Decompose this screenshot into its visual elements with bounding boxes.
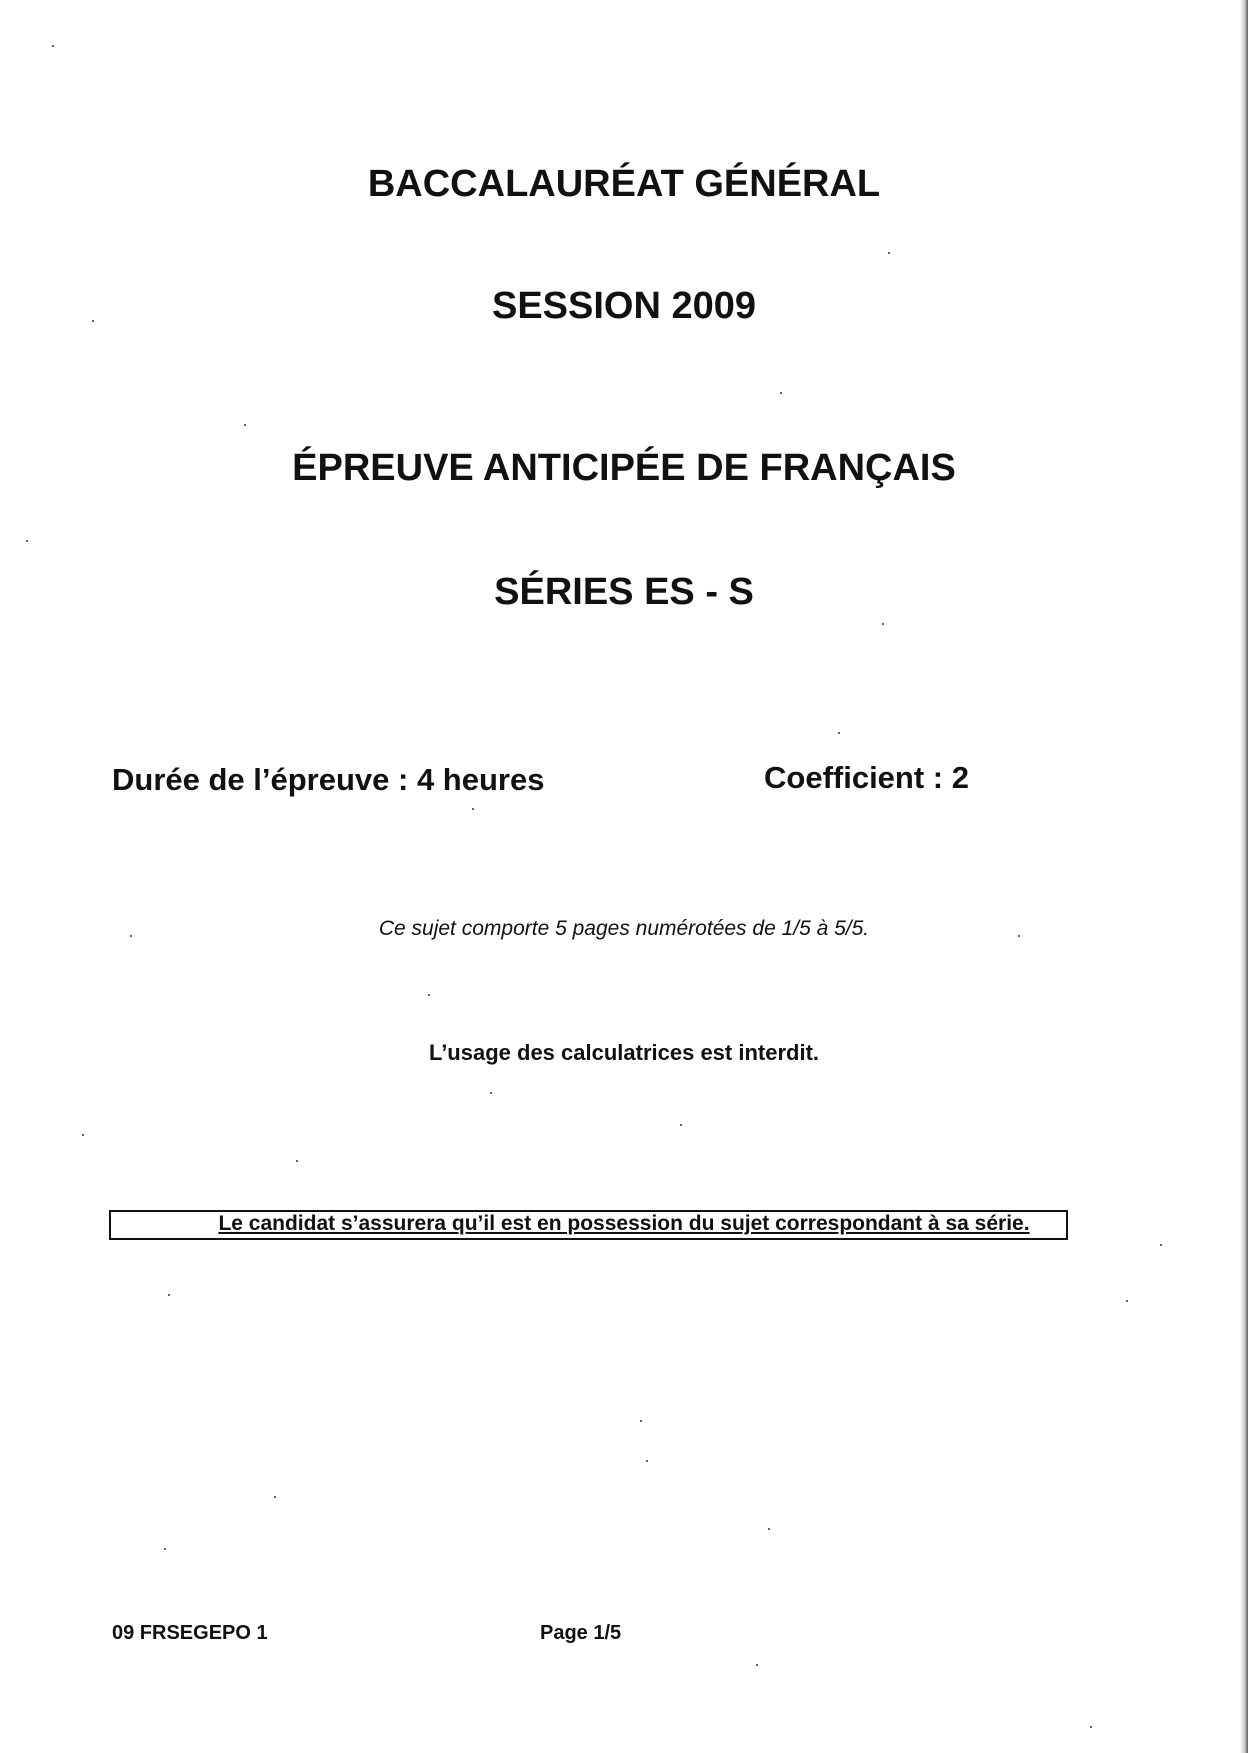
scan-speck — [168, 1294, 170, 1296]
warning-text: Le candidat s’assurera qu’il est en possession du sujet correspondant à sa série. — [218, 1212, 1030, 1235]
series-line: SÉRIES ES - S — [494, 571, 754, 613]
scan-speck — [1018, 935, 1020, 937]
scan-speck — [490, 1092, 492, 1094]
scan-speck — [768, 1528, 770, 1530]
scan-speck — [130, 935, 132, 937]
scan-edge-shadow — [1240, 0, 1248, 1753]
session-line: SESSION 2009 — [491, 285, 757, 327]
exam-duration: Durée de l’épreuve : 4 heures — [112, 762, 545, 797]
scan-speck — [164, 1548, 166, 1550]
scan-speck — [888, 252, 890, 254]
scan-speck — [646, 1460, 648, 1462]
scan-speck — [82, 1134, 84, 1136]
scan-speck — [26, 540, 28, 542]
scan-speck — [428, 994, 430, 996]
scan-speck — [472, 808, 474, 810]
footer-page-number: Page 1/5 — [540, 1622, 622, 1644]
exam-title: BACCALAURÉAT GÉNÉRAL — [367, 163, 881, 205]
scan-speck — [882, 623, 884, 625]
scan-speck — [274, 1496, 276, 1498]
scan-speck — [680, 1124, 682, 1126]
pages-note: Ce sujet comporte 5 pages numérotées de 1/5 à 5/5. — [378, 917, 870, 940]
scan-speck — [1160, 1244, 1162, 1246]
scan-speck — [296, 1160, 298, 1162]
scan-speck — [756, 1664, 758, 1666]
subject-line: ÉPREUVE ANTICIPÉE DE FRANÇAIS — [292, 447, 956, 489]
scan-speck — [838, 732, 840, 734]
scan-speck — [52, 45, 54, 47]
scan-speck — [1090, 1726, 1092, 1728]
scan-speck — [244, 424, 246, 426]
footer-document-code: 09 FRSEGEPO 1 — [112, 1622, 268, 1644]
scan-speck — [640, 1420, 642, 1422]
scan-speck — [92, 320, 94, 322]
calculator-note: L’usage des calculatrices est interdit. — [428, 1040, 820, 1065]
scan-speck — [780, 392, 782, 394]
scan-speck — [1126, 1300, 1128, 1302]
exam-coefficient: Coefficient : 2 — [764, 760, 969, 795]
